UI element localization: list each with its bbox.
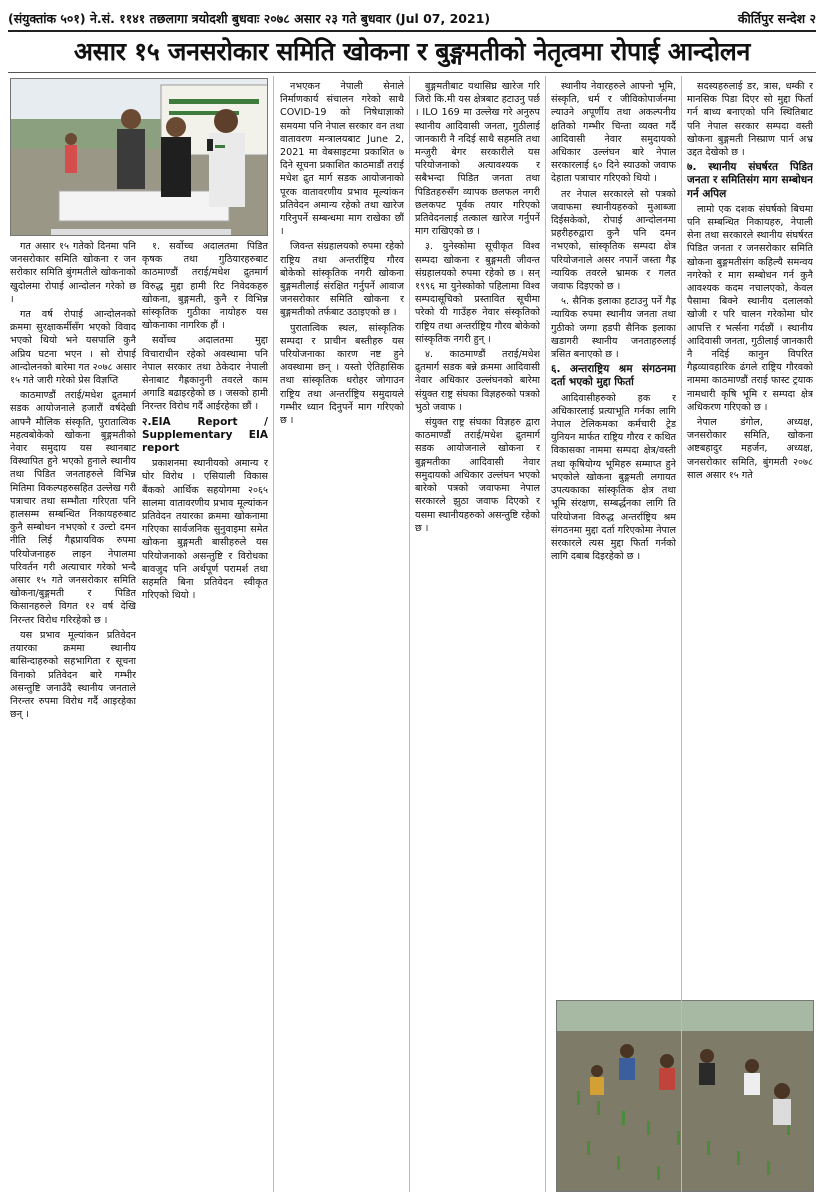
headline-rule [8, 72, 816, 73]
paragraph: बुङ्गमतीबाट यथासिघ्र खारेज गरि जिरो कि.मी यस क्षेत्रबाट हटाउनु पर्छ । ILO 169 मा उल्लेख गरे अनुरुप स्थानीय आदिवासी जनता, गुठीलाई जानकारी नै नदिई साथै सहमति तथा मन्जुरी बेगर सरकारीले यस परियोजनाको अत्यावश्यक र सबैभन्दा पिडित जनता तथा पिडितहरुसँग व्यापक छलफल नगरी छलकपट पूर्वक तयार गरिएको प्रतिवेदनलाई तत्काल खारेज गर्नुपर्ने माग राखिएको छ । [415, 81, 540, 238]
paragraph: स्थानीय नेवारहरुले आफ्नो भूमि, संस्कृति, धर्म र जीविकोपार्जनमा ल्याउने अपूर्णीय तथा अकल्पनीय क्षतिको गम्भीर चिन्ता व्यक्त गर्दै आदिवासी नेवार समुदायको अधिकार उल्लंघन बारे नेपाल सरकारलाई ६० दिने स्याउको जवाफ देहाता पत्राचार गरिएको थियो । [551, 81, 676, 185]
article-column-1 [10, 240, 136, 1190]
protest-photo [10, 78, 268, 236]
page-header-bar [8, 6, 816, 32]
paragraph: सदस्यहरुलाई डर, त्रास, धम्की र मानसिक पिडा दिएर सो मुद्दा फिर्ता गर्न बाध्य बनाएको पनि स्थितिबाट पनि नेपाल सरकार सम्पदा वस्ती खोकना बुङ्गमती निस्प्राण पार्न अभ्र उद्दत देखेको छ । [687, 81, 813, 159]
article-column-6 [687, 80, 813, 992]
paragraph: ५. सैनिक इलाका हटाउनु पर्ने गैह्र न्यायिक रुपमा स्थानीय जनता तथा गुठीको जग्गा हडपी सैनिक इलाका खडागरी स्थानीय जनताहरुलाई त्रसित बनाएको छ । [551, 296, 676, 361]
signature-block: नेपाल डंगोल, अध्यक्ष, जनसरोकार समिति, खोकना अष्टबहादुर महर्जन, अध्यक्ष, जनसरोकार समिति, बुंगमती २०७८ साल असार १५ गते [687, 417, 813, 481]
paragraph: संयुक्त राष्ट्र संघका विज्ञहरु द्वारा काठमाण्डौं तराई/मधेश द्रुतमार्ग सडक आयोजनाले खोकना र बुङ्गमतीका आदिवासी नेवार समुदायको अधिकार उल्लंघन भएको बारेको पत्रको जवाफमा नेपाल सरकारले झुठा जवाफ दिएको र यसमा स्थानीयहरुको असन्तुष्टि रहेको छ । [415, 417, 540, 534]
paragraph: जिवन्त संग्रहालयको रुपमा रहेको राष्ट्रिय तथा अन्तर्राष्ट्रिय गौरव बोकेको सांस्कृतिक नगरी खोकना बुङ्गमतीलाई संरक्षित गर्नुपर्ने आवाज जनसरोकार समिति खोकना र बुङ्गमतीको तर्फबाट उठाइएको छ । [280, 241, 404, 319]
section-subhead: ७. स्थानीय संघर्षरत पिडित जनता र समितिसंग माग सम्बोधन गर्न अपिल [687, 161, 813, 200]
column-divider [409, 76, 410, 1192]
column-divider [273, 76, 274, 1192]
article-column-3 [280, 80, 404, 1190]
section-subhead: २.EIA Report / Supplementary EIA report [142, 415, 268, 455]
paper-name: कीर्तिपुर सन्देश २ [737, 10, 816, 26]
paragraph: ३. युनेस्कोमा सूचीकृत विश्व सम्पदा खोकना र बुङ्गमती जीवन्त संग्रहालयको रुपमा रहेको छ । सन् १९९६ मा युनेस्कोको पहिलामा विश्व सम्पदासूचिको प्रस्तावित सूचीमा परेको यी गाउँहरु नेवार संस्कृतिको राष्ट्रिय तथा अन्तर्राष्ट्रिय गौरव बोकेको सांस्कृतिक नगरी हुन् । [415, 241, 540, 345]
paragraph: १. सर्वोच्च अदालतमा पिडित कृषक तथा गुठियारहरुबाट काठमाण्डौं तराई/मधेश द्रुतमार्ग विरुद्ध मुद्दा हामी रिट निवेदकहरु खोकना, बुङ्गमती, कुनै र विभिन्न सांस्कृतिक गुठीका नायोहरु यस खोकनाका नागरिक हौं । [142, 241, 268, 332]
paragraph: पुरातात्विक स्थल, सांस्कृतिक सम्पदा र प्राचीन बस्तीहरु यस परियोजनाका कारण नष्ट हुने अवस्थामा छन् । यस्तो ऐतिहासिक तथा सांस्कृतिक धरोहर जोगाउन राष्ट्रिय तथा अन्तर्राष्ट्रिय समुदायले गम्भीर ध्यान दिनुपर्ने माग गरिएको छ । [280, 322, 404, 427]
issue-info: (संयुक्तांक ५०१) ने.सं. ११४१ तछलागा त्रयोदशी बुधवाः २०७८ असार २३ गते बुधवार (Jul 07, 2021) [8, 10, 491, 26]
headline: असार १५ जनसरोकार समिति खोकना र बुङ्गमतीको नेतृत्वमा रोपाई आन्दोलन [73, 37, 751, 66]
paragraph: तर नेपाल सरकारले सो पत्रको जवाफमा स्थानीयहरुको मुआब्जा दिईसकेको, रोपाई आन्दोलनमा प्रहरीहरुद्वारा कुनै पनि दमन नभएको, सांस्कृतिक सम्पदा क्षेत्र परियोजनाले असर नपार्ने जस्ता गैह्र न्यायिक तवरले भ्रामक र गलत जवाफ दिइएको छ । [551, 188, 676, 293]
paddy-planting-photo [556, 1000, 814, 1192]
paragraph: लामो एक दशक संघर्षको बिचमा पनि सम्बन्धित निकायहरु, नेपाली सेना तथा सरकारले स्थानीय संघर्षरत पिडित जनता र जनसरोकार समिति खोकना बुङ्गमतीसंग कहिल्यै समन्वय नगरेको र माग सम्बोधन गर्न कुनै आवश्यक कदम नचालएको, केवल पैसामा बिक्ने स्थानीय दलालको खोजी र परि चालन गरेकोमा घोर आपत्ति र भर्त्सना गर्दछौं । स्थानीय आदिवासी जनता, गुठीलाई जानकारी नै नदिई कानुन विपरित गैह्रव्यावहारिक ढंगले राष्ट्रिय गौरवको नाममा काठमाण्डौं तराई फास्ट ट्रयाक नामधारी कृषि भूमि र सम्पदा क्षेत्र अधिकरण गरिएको छ । [687, 203, 813, 413]
paddy-planting-image [557, 1001, 813, 1191]
column-divider [681, 76, 682, 1192]
paragraph: नभएकन नेपाली सेनाले निर्माणकार्य संचालन गरेको साथै COVID-19 को निषेधाज्ञाको समयमा पनि नेपाल सरकार वन तथा वातावरण मन्त्रालयबाट June 2, 2021 मा वेबसाइटमा प्रकाशित ७ दिने सूचना प्रकाशित काठमाडौं तराई मधेश द्रुत मार्ग सडक आयोजनाको पूरक वातावरणीय प्रभाव मूल्यांकन प्रतिवेदन अमान्य रहेको तथा खारेज गरिनुपर्ने सम्बन्धमा माग राखेका छौं । [280, 81, 404, 238]
article-column-4 [415, 80, 540, 1190]
paragraph: सर्वोच्च अदालतमा मुद्दा विचाराधीन रहेको अवस्थामा पनि नेपाल सरकार तथा ठेकेदार नेपाली सेनाबाट गैह्रकानुनी तवरले काम अगाडि बढाइरहेको छ । जसको हामी निरन्तर विरोध गर्दै आईरहेका छौं । [142, 335, 268, 413]
section-subhead: ६. अन्तराष्ट्रिय श्रम संगठनमा दर्ता भएको मुद्दा फिर्ता [551, 363, 676, 389]
paragraph: गत वर्ष रोपाई आन्दोलनको क्रममा सुरक्षाकर्मीसँग भएको विवाद भएको थियो भने यसपालि कुनै अप्रिय घटना भएन । सो रोपाई आन्दोलनको बारेमा गत २०७८ असार १५ गते जारी गरेको प्रेस विज्ञप्ति [10, 309, 136, 387]
paragraph: काठमाण्डौं तराई/मधेश द्रुतमार्ग सडक आयोजनाले हजारौं वर्षदेखी आफ्नै मौलिक संस्कृति, पुरातात्विक महत्वबोकेको खोकना बुङ्गमतीको नेवार समुदाय यस स्थानबाट विस्थापित हुने भएको हुनाले स्थानीय तथा पिडित जनताहरुले विभिन्न मितिमा विकल्पहरुसहित उल्लेख गरी पत्राचार तथा सम्भौता गरिएता पनि हालसम्म सम्बन्धित निकायहरुबाट कुनै सम्बोधन नभएको र उल्टो दमन नीति लिई गैह्रप्रायविक रुपमा परियोजनाहरु लाइन नेपालमा परिवर्तन गरी अत्याचार गरेको भन्दै असार १५ गते जनसरोकार समिति खोकना/बुङ्गमती र पिडित किसानहरुले विगत १२ वर्ष देखि निरन्तर विरोध गरिरहेको छ । [10, 390, 136, 626]
paragraph: यस प्रभाव मूल्यांकन प्रतिवेदन तयारका क्रममा स्थानीय बासिन्दाहरुको सहभागिता र सूचना विनाको प्रतिवेदन बारे गम्भीर असन्तुष्टि जनाउँदै स्थानीय जनताले निरन्तर रुपमा विरोध गर्दै आइरहेका छन् । [10, 629, 136, 721]
protest-photo-image [11, 79, 267, 235]
article-column-5 [551, 80, 676, 992]
paragraph: प्रकाशनमा स्थानीयको अमान्य र घोर विरोध । एसियाली विकास बैंकको आर्थिक सहयोगमा २०६५ सालमा वातावरणीय प्रभाव मूल्यांकन प्रतिवेदन तयारका क्रममा खोकनामा गरिएका सार्वजनिक सुनुवाइमा समेत खोकना बुङ्गमती बासीहरुले यस परियोजनाको असन्तुष्टि र विरोधका बावजुद पनि अर्थपूर्ण परामर्श तथा सहमति बिना प्रतिवेदन स्वीकृत गरिएको थियो । [142, 458, 268, 602]
paragraph: ४. काठमाण्डौं तराई/मधेश द्रुतमार्ग सडक बन्ने क्रममा आदिवासी नेवार अधिकार उल्लंघनको बारेमा संयुक्त राष्ट्र संघका विज्ञहरुको पत्रको भुठो जवाफ । [415, 349, 540, 413]
column-divider [545, 76, 546, 1192]
paragraph: आदिवासीहरुको हक र अधिकारलाई प्रत्याभूति गर्नका लागि नेपाल टेलिकमका कर्मचारी ट्रेड युनियन मार्फत राष्ट्रिय गौरव र कथित विकासका नाममा सम्पदा क्षेत्र/वस्ती तथा कृषियोग्य भूमिहरु सम्माप्त हुने भएकोले खोकना बुङ्गमती लगायत उपत्यकाका सांस्कृतिक क्षेत्र तथा भूमि संरक्षण, सम्बर्द्धनका लागि ति परियोजना विरुद्ध अन्तर्राष्ट्रिय श्रम संगठनमा मुद्दा दर्ता गरिएकोमा नेपाल सरकारले त्यस मुद्दा फिर्ता गर्नको लागि दबाब दिइरहेको छ । [551, 392, 676, 563]
article-column-2 [142, 240, 268, 1190]
paragraph: गत असार १५ गतेको दिनमा पनि जनसरोकार समिति खोकना र जन सरोकार समिति बुंगमतीले खोकनाको खुदोलमा रोपाई आन्दोलन गरेको छ । [10, 241, 136, 305]
